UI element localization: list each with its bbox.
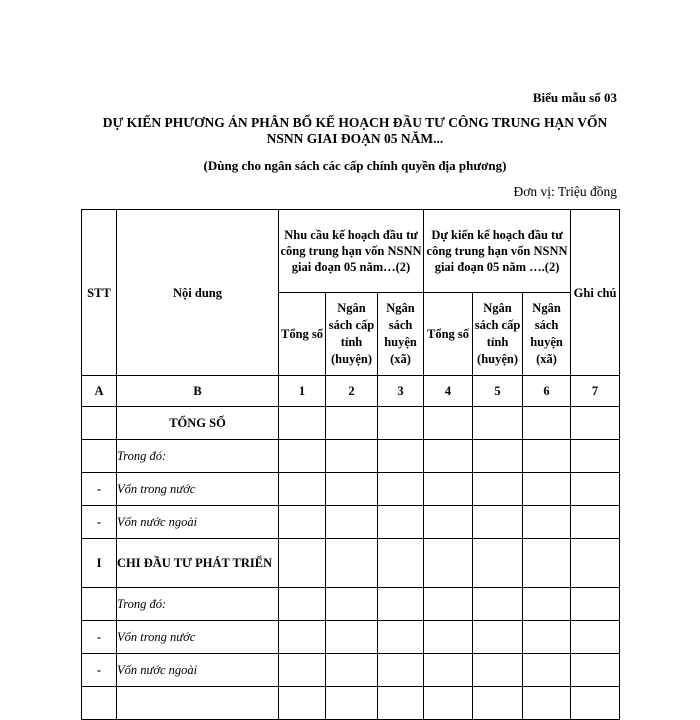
row-stt: - (82, 506, 117, 539)
table-row (82, 506, 620, 539)
row-content (117, 687, 279, 720)
row-stt (82, 687, 117, 720)
header-note: Ghi chú (571, 210, 620, 376)
table-row (82, 588, 620, 621)
table-row (82, 473, 620, 506)
index-cell: B (117, 376, 279, 407)
row-content: Vốn nước ngoài (117, 654, 279, 687)
row-content: Vốn nước ngoài (117, 506, 279, 539)
title-line-2: NSNN GIAI ĐOẠN 05 NĂM... (266, 131, 444, 146)
header-plan-province: Ngân sách cấp tỉnh (huyện) (473, 293, 523, 376)
row-content: Trong đó: (117, 440, 279, 473)
row-stt: - (82, 654, 117, 687)
title-line-1: DỰ KIẾN PHƯƠNG ÁN PHÂN BỔ KẾ HOẠCH ĐẦU TƯ CÔNG TRUNG HẠN VỐN (102, 115, 608, 130)
table-row (82, 407, 620, 440)
row-stt: - (82, 621, 117, 654)
row-stt: I (82, 539, 117, 588)
row-content: Vốn trong nước (117, 473, 279, 506)
row-content: CHI ĐẦU TƯ PHÁT TRIỂN (117, 539, 279, 588)
index-row (82, 376, 620, 407)
document-title (85, 115, 625, 147)
row-stt (82, 407, 117, 440)
header-demand-province: Ngân sách cấp tỉnh (huyện) (326, 293, 378, 376)
header-demand-district: Ngân sách huyện (xã) (378, 293, 424, 376)
table-row (82, 440, 620, 473)
table-row (82, 687, 620, 720)
header-plan-group: Dự kiến kế hoạch đầu tư công trung hạn vốn NSNN giai đoạn 05 năm ….(2) (424, 210, 571, 293)
row-content: Vốn trong nước (117, 621, 279, 654)
index-cell: 4 (424, 376, 473, 407)
header-demand-total: Tổng số (279, 293, 326, 376)
document-subtitle: (Dùng cho ngân sách các cấp chính quyền địa phương) (203, 158, 507, 173)
index-cell: 2 (326, 376, 378, 407)
row-content: Trong đó: (117, 588, 279, 621)
allocation-table (81, 209, 620, 720)
index-cell: 6 (523, 376, 571, 407)
row-stt: - (82, 473, 117, 506)
header-stt: STT (82, 210, 117, 376)
row-content: TỔNG SỐ (117, 407, 279, 440)
header-plan-district: Ngân sách huyện (xã) (523, 293, 571, 376)
index-cell: A (82, 376, 117, 407)
header-content: Nội dung (117, 210, 279, 376)
row-stt (82, 440, 117, 473)
table-row (82, 621, 620, 654)
table-row (82, 654, 620, 687)
header-demand-group: Nhu cầu kế hoạch đầu tư công trung hạn vốn NSNN giai đoạn 05 năm…(2) (279, 210, 424, 293)
index-cell: 7 (571, 376, 620, 407)
unit-label: Đơn vị: Triệu đồng (513, 184, 617, 199)
table-row (82, 539, 620, 588)
form-number: Biểu mẫu số 03 (532, 90, 617, 105)
index-cell: 3 (378, 376, 424, 407)
index-cell: 5 (473, 376, 523, 407)
header-plan-total: Tổng số (424, 293, 473, 376)
index-cell: 1 (279, 376, 326, 407)
row-stt (82, 588, 117, 621)
